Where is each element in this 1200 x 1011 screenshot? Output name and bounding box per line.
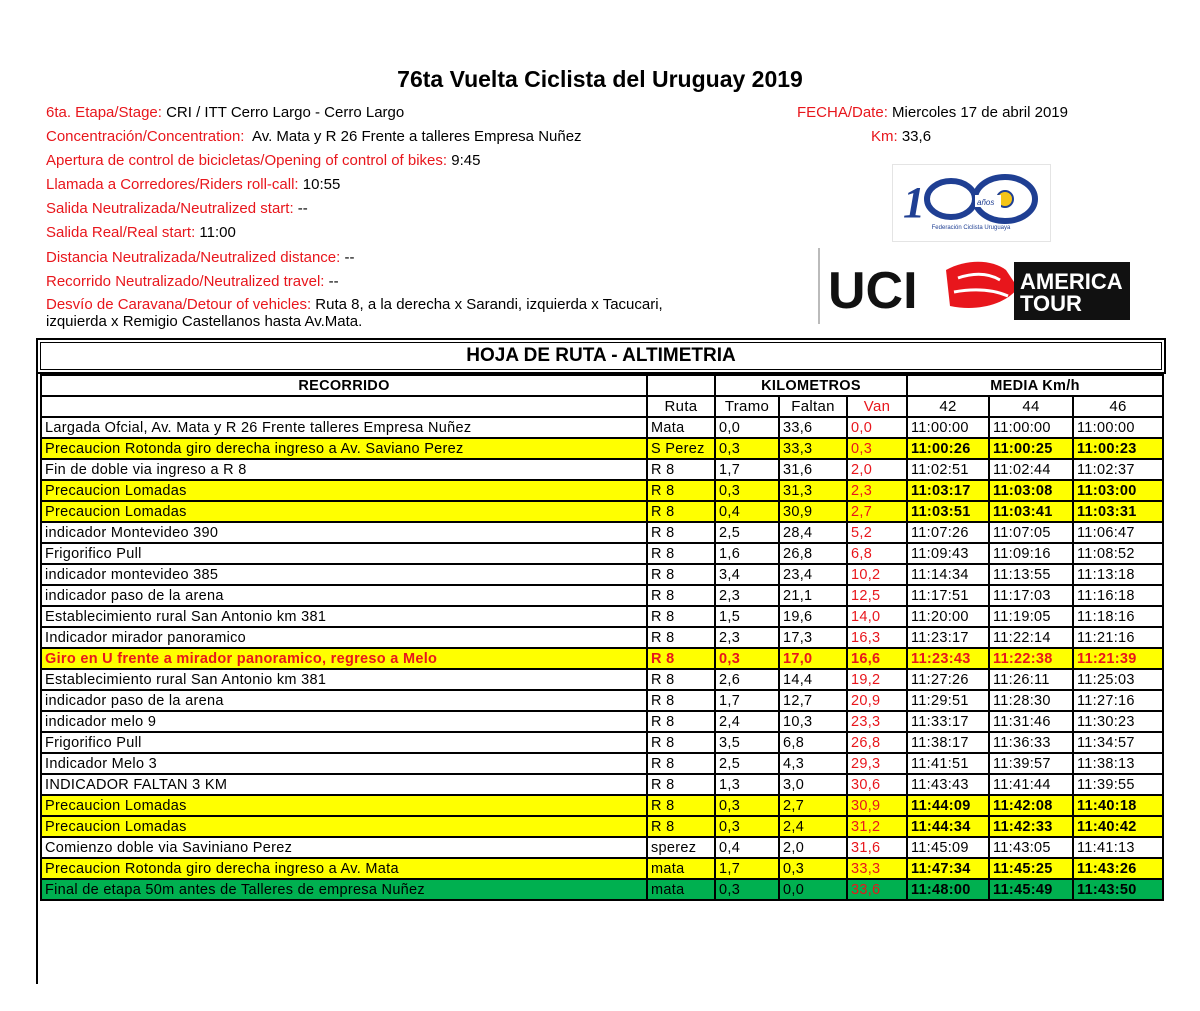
- time-42-cell: 11:47:34: [907, 858, 989, 879]
- tramo-cell: 3,4: [715, 564, 779, 585]
- time-42-cell: 11:09:43: [907, 543, 989, 564]
- van-cell: 31,2: [847, 816, 907, 837]
- time-42-cell: 11:02:51: [907, 459, 989, 480]
- time-46-cell: 11:00:23: [1073, 438, 1163, 459]
- time-46-cell: 11:21:39: [1073, 648, 1163, 669]
- van-cell: 23,3: [847, 711, 907, 732]
- time-46-cell: 11:18:16: [1073, 606, 1163, 627]
- waypoint-description: Final de etapa 50m antes de Talleres de empresa Nuñez: [41, 879, 647, 900]
- tramo-cell: 1,7: [715, 690, 779, 711]
- route-cell: mata: [647, 858, 715, 879]
- time-46-cell: 11:02:37: [1073, 459, 1163, 480]
- route-cell: R 8: [647, 795, 715, 816]
- time-46-cell: 11:16:18: [1073, 585, 1163, 606]
- time-46-cell: 11:08:52: [1073, 543, 1163, 564]
- table-row: [41, 585, 1163, 606]
- km-value: 33,6: [901, 128, 932, 145]
- info-line: [46, 200, 308, 218]
- time-46-cell: 11:21:16: [1073, 627, 1163, 648]
- route-cell: Mata: [647, 417, 715, 438]
- faltan-cell: 2,7: [779, 795, 847, 816]
- info-label: Llamada a Corredores/Riders roll-call:: [46, 176, 299, 193]
- faltan-cell: 14,4: [779, 669, 847, 690]
- time-46-cell: 11:43:50: [1073, 879, 1163, 900]
- route-cell: R 8: [647, 732, 715, 753]
- detour-line-2: izquierda x Remigio Castellanos hasta Av.Mata.: [46, 313, 363, 330]
- time-44-cell: 11:39:57: [989, 753, 1073, 774]
- uci-logo-graphic: [818, 248, 1130, 324]
- table-row: [41, 564, 1163, 585]
- header-media: MEDIA Km/h: [907, 375, 1163, 396]
- km-info: [871, 128, 931, 145]
- time-44-cell: 11:42:08: [989, 795, 1073, 816]
- table-row: [41, 648, 1163, 669]
- van-cell: 31,6: [847, 837, 907, 858]
- table-row: [41, 669, 1163, 690]
- time-46-cell: 11:13:18: [1073, 564, 1163, 585]
- time-42-cell: 11:41:51: [907, 753, 989, 774]
- faltan-cell: 0,0: [779, 879, 847, 900]
- fcu-100-logo: [892, 164, 1051, 242]
- info-value: --: [293, 200, 308, 217]
- table-row: [41, 879, 1163, 900]
- time-42-cell: 11:07:26: [907, 522, 989, 543]
- info-line: [46, 273, 339, 291]
- info-line: [46, 249, 355, 267]
- time-46-cell: 11:40:18: [1073, 795, 1163, 816]
- route-cell: R 8: [647, 690, 715, 711]
- route-cell: R 8: [647, 543, 715, 564]
- waypoint-description: Frigorifico Pull: [41, 732, 647, 753]
- waypoint-description: Precaucion Rotonda giro derecha ingreso a Av. Mata: [41, 858, 647, 879]
- faltan-cell: 23,4: [779, 564, 847, 585]
- table-row: [41, 774, 1163, 795]
- van-cell: 10,2: [847, 564, 907, 585]
- tramo-cell: 0,3: [715, 438, 779, 459]
- tramo-cell: 1,3: [715, 774, 779, 795]
- faltan-cell: 4,3: [779, 753, 847, 774]
- faltan-cell: 17,0: [779, 648, 847, 669]
- america-text: AMERICA: [1020, 269, 1123, 294]
- time-42-cell: 11:03:17: [907, 480, 989, 501]
- van-cell: 33,6: [847, 879, 907, 900]
- faltan-cell: 2,0: [779, 837, 847, 858]
- waypoint-description: Indicador Melo 3: [41, 753, 647, 774]
- van-cell: 30,6: [847, 774, 907, 795]
- route-table: [40, 374, 1164, 901]
- tramo-cell: 0,0: [715, 417, 779, 438]
- time-44-cell: 11:17:03: [989, 585, 1073, 606]
- info-line: [46, 104, 404, 122]
- van-cell: 5,2: [847, 522, 907, 543]
- table-row: [41, 816, 1163, 837]
- time-42-cell: 11:43:43: [907, 774, 989, 795]
- tramo-cell: 2,5: [715, 522, 779, 543]
- uci-america-tour-logo: [818, 248, 1130, 324]
- table-row: [41, 543, 1163, 564]
- waypoint-description: Giro en U frente a mirador panoramico, regreso a Melo: [41, 648, 647, 669]
- van-cell: 2,7: [847, 501, 907, 522]
- time-44-cell: 11:13:55: [989, 564, 1073, 585]
- table-row: [41, 459, 1163, 480]
- time-46-cell: 11:06:47: [1073, 522, 1163, 543]
- header-faltan: Faltan: [779, 396, 847, 417]
- route-cell: R 8: [647, 816, 715, 837]
- van-cell: 6,8: [847, 543, 907, 564]
- faltan-cell: 30,9: [779, 501, 847, 522]
- time-46-cell: 11:38:13: [1073, 753, 1163, 774]
- info-value: 11:00: [195, 224, 236, 241]
- route-cell: R 8: [647, 522, 715, 543]
- faltan-cell: 19,6: [779, 606, 847, 627]
- time-44-cell: 11:09:16: [989, 543, 1073, 564]
- van-cell: 2,0: [847, 459, 907, 480]
- tramo-cell: 3,5: [715, 732, 779, 753]
- waypoint-description: Largada Ofcial, Av. Mata y R 26 Frente talleres Empresa Nuñez: [41, 417, 647, 438]
- van-cell: 0,3: [847, 438, 907, 459]
- van-cell: 19,2: [847, 669, 907, 690]
- time-44-cell: 11:45:49: [989, 879, 1073, 900]
- time-44-cell: 11:28:30: [989, 690, 1073, 711]
- faltan-cell: 0,3: [779, 858, 847, 879]
- time-42-cell: 11:17:51: [907, 585, 989, 606]
- faltan-cell: 33,3: [779, 438, 847, 459]
- time-44-cell: 11:31:46: [989, 711, 1073, 732]
- waypoint-description: indicador paso de la arena: [41, 690, 647, 711]
- info-value: CRI / ITT Cerro Largo - Cerro Largo: [161, 104, 405, 121]
- table-row: [41, 480, 1163, 501]
- faltan-cell: 21,1: [779, 585, 847, 606]
- date-info: [797, 104, 1068, 121]
- fcu-text: Federación Ciclista Uruguaya: [931, 225, 1011, 231]
- waypoint-description: Precaucion Rotonda giro derecha ingreso a Av. Saviano Perez: [41, 438, 647, 459]
- info-line: [46, 176, 340, 194]
- header-kilometros: KILOMETROS: [715, 375, 907, 396]
- date-label: FECHA/Date:: [797, 104, 888, 121]
- waypoint-description: Precaucion Lomadas: [41, 816, 647, 837]
- route-cell: R 8: [647, 711, 715, 732]
- table-row: [41, 753, 1163, 774]
- faltan-cell: 3,0: [779, 774, 847, 795]
- info-label: Distancia Neutralizada/Neutralized distance:: [46, 249, 341, 266]
- time-42-cell: 11:14:34: [907, 564, 989, 585]
- tramo-cell: 0,3: [715, 795, 779, 816]
- tramo-cell: 1,5: [715, 606, 779, 627]
- waypoint-description: Establecimiento rural San Antonio km 381: [41, 669, 647, 690]
- time-46-cell: 11:41:13: [1073, 837, 1163, 858]
- info-value: 9:45: [447, 152, 481, 169]
- table-row: [41, 711, 1163, 732]
- time-46-cell: 11:30:23: [1073, 711, 1163, 732]
- date-value: Miercoles 17 de abril 2019: [892, 104, 1068, 121]
- time-46-cell: 11:27:16: [1073, 690, 1163, 711]
- van-cell: 26,8: [847, 732, 907, 753]
- table-row: [41, 522, 1163, 543]
- van-cell: 0,0: [847, 417, 907, 438]
- time-46-cell: 11:39:55: [1073, 774, 1163, 795]
- tramo-cell: 0,4: [715, 837, 779, 858]
- route-cell: R 8: [647, 501, 715, 522]
- time-42-cell: 11:23:43: [907, 648, 989, 669]
- waypoint-description: Establecimiento rural San Antonio km 381: [41, 606, 647, 627]
- waypoint-description: Precaucion Lomadas: [41, 480, 647, 501]
- table-row: [41, 837, 1163, 858]
- table-row: [41, 858, 1163, 879]
- time-44-cell: 11:03:41: [989, 501, 1073, 522]
- tramo-cell: 0,3: [715, 648, 779, 669]
- info-value: Av. Mata y R 26 Frente a talleres Empresa Nuñez: [244, 128, 582, 145]
- time-42-cell: 11:20:00: [907, 606, 989, 627]
- route-cell: R 8: [647, 606, 715, 627]
- time-46-cell: 11:00:00: [1073, 417, 1163, 438]
- header-row-1: [41, 375, 1163, 396]
- time-42-cell: 11:38:17: [907, 732, 989, 753]
- info-line: [46, 128, 582, 146]
- waypoint-description: Precaucion Lomadas: [41, 795, 647, 816]
- faltan-cell: 6,8: [779, 732, 847, 753]
- route-cell: mata: [647, 879, 715, 900]
- header-blank: [647, 375, 715, 396]
- info-line: [46, 152, 480, 170]
- route-rows: [41, 417, 1163, 900]
- header-speed-46: 46: [1073, 396, 1163, 417]
- waypoint-description: INDICADOR FALTAN 3 KM: [41, 774, 647, 795]
- waypoint-description: indicador Montevideo 390: [41, 522, 647, 543]
- time-42-cell: 11:44:09: [907, 795, 989, 816]
- km-label: Km:: [871, 128, 898, 145]
- table-row: [41, 795, 1163, 816]
- tramo-cell: 2,3: [715, 585, 779, 606]
- time-44-cell: 11:22:38: [989, 648, 1073, 669]
- table-row: [41, 501, 1163, 522]
- time-42-cell: 11:29:51: [907, 690, 989, 711]
- waypoint-description: indicador paso de la arena: [41, 585, 647, 606]
- waypoint-description: Comienzo doble via Saviniano Perez: [41, 837, 647, 858]
- waypoint-description: Fin de doble via ingreso a R 8: [41, 459, 647, 480]
- faltan-cell: 26,8: [779, 543, 847, 564]
- time-42-cell: 11:44:34: [907, 816, 989, 837]
- faltan-cell: 28,4: [779, 522, 847, 543]
- van-cell: 20,9: [847, 690, 907, 711]
- table-row: [41, 732, 1163, 753]
- tramo-cell: 1,6: [715, 543, 779, 564]
- info-label: Salida Neutralizada/Neutralized start:: [46, 200, 294, 217]
- time-44-cell: 11:43:05: [989, 837, 1073, 858]
- header-van: Van: [847, 396, 907, 417]
- info-label: Concentración/Concentration:: [46, 128, 245, 145]
- route-cell: sperez: [647, 837, 715, 858]
- info-value: 10:55: [298, 176, 341, 193]
- header-recorrido: RECORRIDO: [41, 375, 647, 396]
- header-speed-44: 44: [989, 396, 1073, 417]
- faltan-cell: 2,4: [779, 816, 847, 837]
- table-row: [41, 417, 1163, 438]
- route-cell: R 8: [647, 774, 715, 795]
- waypoint-description: Frigorifico Pull: [41, 543, 647, 564]
- van-cell: 16,3: [847, 627, 907, 648]
- tramo-cell: 0,3: [715, 480, 779, 501]
- route-cell: R 8: [647, 585, 715, 606]
- waypoint-description: indicador montevideo 385: [41, 564, 647, 585]
- left-border-line: [36, 372, 38, 984]
- info-label: Apertura de control de bicicletas/Opening of control of bikes:: [46, 152, 448, 169]
- time-46-cell: 11:43:26: [1073, 858, 1163, 879]
- time-42-cell: 11:33:17: [907, 711, 989, 732]
- van-cell: 30,9: [847, 795, 907, 816]
- route-cell: R 8: [647, 627, 715, 648]
- tour-text: TOUR: [1020, 291, 1082, 316]
- info-label: Salida Real/Real start:: [46, 224, 196, 241]
- waypoint-description: Indicador mirador panoramico: [41, 627, 647, 648]
- time-42-cell: 11:23:17: [907, 627, 989, 648]
- route-cell: R 8: [647, 753, 715, 774]
- header-ruta: Ruta: [647, 396, 715, 417]
- tramo-cell: 1,7: [715, 858, 779, 879]
- info-line: [46, 224, 236, 242]
- time-46-cell: 11:03:31: [1073, 501, 1163, 522]
- info-value: --: [340, 249, 355, 266]
- tramo-cell: 0,3: [715, 879, 779, 900]
- info-value: --: [324, 273, 339, 290]
- time-44-cell: 11:36:33: [989, 732, 1073, 753]
- info-line: [46, 296, 663, 314]
- time-42-cell: 11:48:00: [907, 879, 989, 900]
- van-cell: 12,5: [847, 585, 907, 606]
- faltan-cell: 31,3: [779, 480, 847, 501]
- van-cell: 14,0: [847, 606, 907, 627]
- faltan-cell: 31,6: [779, 459, 847, 480]
- faltan-cell: 33,6: [779, 417, 847, 438]
- van-cell: 33,3: [847, 858, 907, 879]
- tramo-cell: 2,6: [715, 669, 779, 690]
- time-44-cell: 11:19:05: [989, 606, 1073, 627]
- faltan-cell: 10,3: [779, 711, 847, 732]
- table-row: [41, 627, 1163, 648]
- tramo-cell: 2,5: [715, 753, 779, 774]
- tramo-cell: 0,3: [715, 816, 779, 837]
- time-46-cell: 11:40:42: [1073, 816, 1163, 837]
- table-row: [41, 690, 1163, 711]
- time-44-cell: 11:26:11: [989, 669, 1073, 690]
- route-cell: R 8: [647, 669, 715, 690]
- tramo-cell: 0,4: [715, 501, 779, 522]
- info-label: 6ta. Etapa/Stage:: [46, 104, 162, 121]
- table-row: [41, 438, 1163, 459]
- route-cell: R 8: [647, 648, 715, 669]
- van-cell: 29,3: [847, 753, 907, 774]
- route-cell: R 8: [647, 564, 715, 585]
- time-44-cell: 11:41:44: [989, 774, 1073, 795]
- time-46-cell: 11:34:57: [1073, 732, 1163, 753]
- route-cell: R 8: [647, 459, 715, 480]
- route-cell: R 8: [647, 480, 715, 501]
- time-46-cell: 11:03:00: [1073, 480, 1163, 501]
- faltan-cell: 12,7: [779, 690, 847, 711]
- route-cell: S Perez: [647, 438, 715, 459]
- time-42-cell: 11:27:26: [907, 669, 989, 690]
- time-44-cell: 11:07:05: [989, 522, 1073, 543]
- faltan-cell: 17,3: [779, 627, 847, 648]
- header-tramo: Tramo: [715, 396, 779, 417]
- time-44-cell: 11:02:44: [989, 459, 1073, 480]
- header-desc-blank: [41, 396, 647, 417]
- waypoint-description: indicador melo 9: [41, 711, 647, 732]
- tramo-cell: 2,3: [715, 627, 779, 648]
- time-46-cell: 11:25:03: [1073, 669, 1163, 690]
- van-cell: 16,6: [847, 648, 907, 669]
- tramo-cell: 1,7: [715, 459, 779, 480]
- time-42-cell: 11:45:09: [907, 837, 989, 858]
- tramo-cell: 2,4: [715, 711, 779, 732]
- van-cell: 2,3: [847, 480, 907, 501]
- time-44-cell: 11:42:33: [989, 816, 1073, 837]
- fcu-100-logo-graphic: [893, 165, 1050, 241]
- waypoint-description: Precaucion Lomadas: [41, 501, 647, 522]
- time-42-cell: 11:00:26: [907, 438, 989, 459]
- time-44-cell: 11:00:00: [989, 417, 1073, 438]
- time-44-cell: 11:22:14: [989, 627, 1073, 648]
- page-title: 76ta Vuelta Ciclista del Uruguay 2019: [397, 66, 803, 92]
- info-label: Recorrido Neutralizado/Neutralized travel:: [46, 273, 325, 290]
- info-label: Desvío de Caravana/Detour of vehicles:: [46, 296, 312, 313]
- time-42-cell: 11:00:00: [907, 417, 989, 438]
- fcu-anos: años: [977, 198, 995, 207]
- time-44-cell: 11:03:08: [989, 480, 1073, 501]
- time-44-cell: 11:45:25: [989, 858, 1073, 879]
- sheet-title: HOJA DE RUTA - ALTIMETRIA: [36, 338, 1166, 374]
- header-speed-42: 42: [907, 396, 989, 417]
- table-row: [41, 606, 1163, 627]
- header-row-2: [41, 396, 1163, 417]
- time-42-cell: 11:03:51: [907, 501, 989, 522]
- time-44-cell: 11:00:25: [989, 438, 1073, 459]
- uci-text: UCI: [828, 262, 918, 320]
- svg-text:1: 1: [903, 178, 925, 227]
- info-value: Ruta 8, a la derecha x Sarandi, izquierda x Tacucari,: [311, 296, 663, 313]
